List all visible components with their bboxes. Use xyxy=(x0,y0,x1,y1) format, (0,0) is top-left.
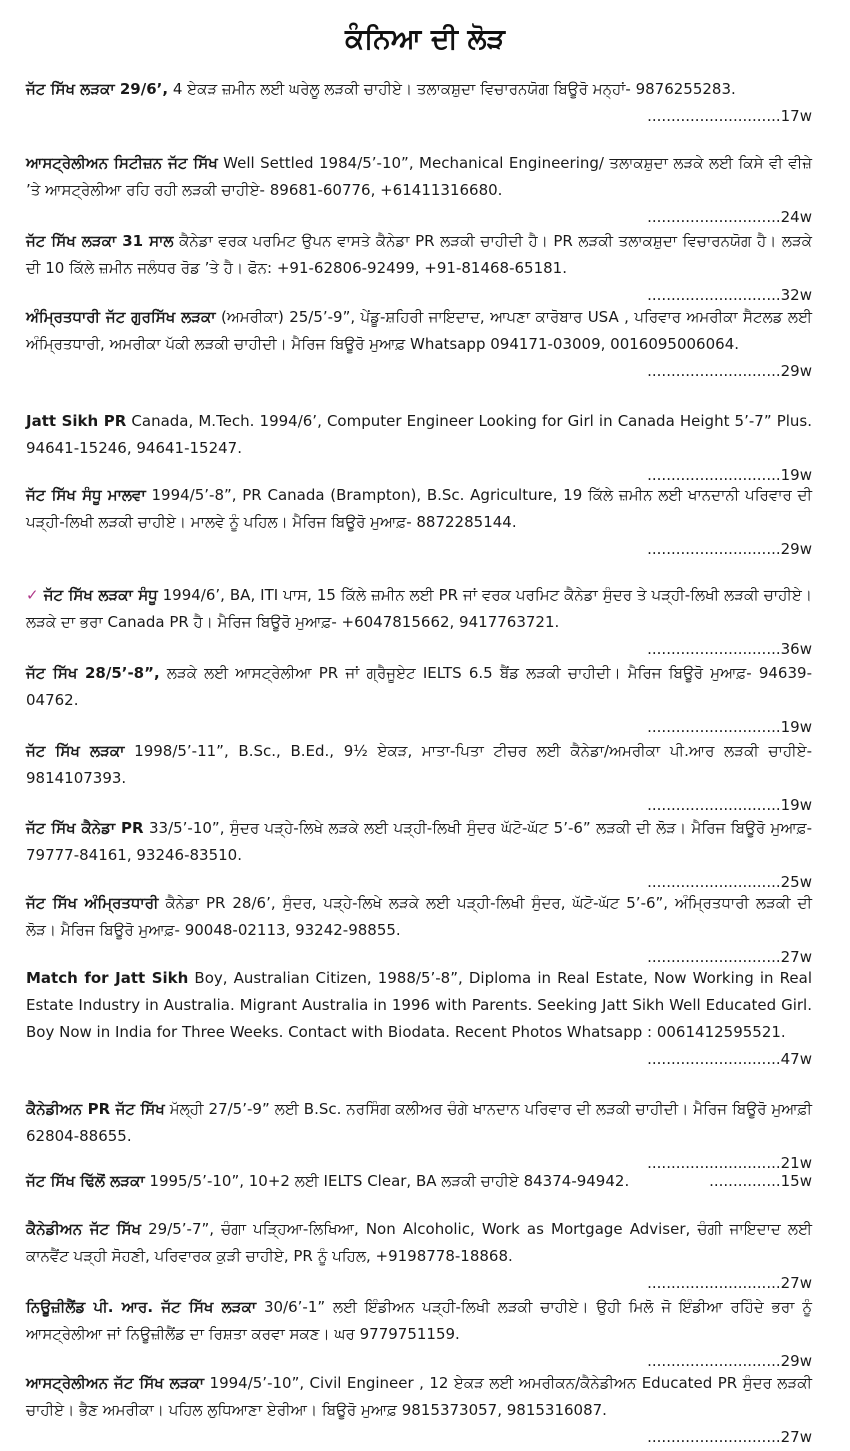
classified-ad xyxy=(26,890,812,971)
classified-ad xyxy=(26,1294,812,1375)
classified-ad xyxy=(26,408,812,489)
ad-lead: ਜੱਟ ਸਿੱਖ 28/5’-8”, xyxy=(26,664,160,682)
ad-word-count: ...............15w xyxy=(709,1172,812,1190)
classified-ad xyxy=(26,150,812,231)
ad-lead: ਨਿਊਜ਼ੀਲੈਂਡ ਪੀ. ਆਰ. ਜੱਟ ਸਿੱਖ ਲੜਕਾ xyxy=(26,1298,257,1316)
ad-word-count: ............................19w xyxy=(647,466,812,484)
ad-word-count: ............................36w xyxy=(647,640,812,658)
classified-ad xyxy=(26,738,812,819)
ad-lead: ਜੱਟ ਸਿੱਖ ਢਿੱਲੋਂ ਲੜਕਾ xyxy=(26,1172,145,1190)
classified-ad xyxy=(26,304,812,385)
classified-ad xyxy=(26,965,812,1073)
ad-word-count: ............................19w xyxy=(647,718,812,736)
ad-text: ਕੈਨੇਡਾ ਵਰਕ ਪਰਮਿਟ ਉਪਨ ਵਾਸਤੇ ਕੈਨੇਡਾ PR ਲੜਕੀ ਚਾਹੀਦੀ ਹੈ। PR ਲੜਕੀ ਤਲਾਕਸ਼ੁਦਾ ਵਿਚਾਰਨਯੋਗ ਹੈ। ਲੜਕੇ ਦੀ 10 ਕਿੱਲੇ ਜ਼ਮੀਨ ਜਲੰਧਰ ਰੋਡ ’ਤੇ ਹੈ। ਫੋਨ: +91-62806-92499, +91-81468-65181. xyxy=(26,232,813,277)
ad-text: Canada, M.Tech. 1994/6’, Computer Engineer Looking for Girl in Canada Height 5’-7” Plus. 94641-15246, 94641-15247. xyxy=(26,412,813,457)
ad-lead: ਜੱਟ ਸਿੱਖ ਲੜਕਾ ਸੰਧੂ xyxy=(43,586,158,604)
ad-text: Well Settled 1984/5’-10”, Mechanical Engineering/ ਤਲਾਕਸ਼ੁਦਾ ਲੜਕੇ ਲਈ ਕਿਸੇ ਵੀ ਵੀਜ਼ੇ ’ਤੇ ਆਸਟ੍ਰੇਲੀਆ ਰਹਿ ਰਹੀ ਲੜਕੀ ਚਾਹੀਏ- 89681-60776, +61411316680. xyxy=(26,154,812,199)
ad-lead: ਜੱਟ ਸਿੱਖ ਲੜਕਾ xyxy=(26,742,125,760)
ad-lead: ਆਸਟ੍ਰੇਲੀਅਨ ਸਿਟੀਜ਼ਨ ਜੱਟ ਸਿੱਖ xyxy=(26,154,218,172)
ad-text: 1994/6’, BA, ITI ਪਾਸ, 15 ਕਿੱਲੇ ਜ਼ਮੀਨ ਲਈ PR ਜਾਂ ਵਰਕ ਪਰਮਿਟ ਕੈਨੇਡਾ ਸੁੰਦਰ ਤੇ ਪੜ੍ਹੀ-ਲਿਖੀ ਲੜਕੀ ਚਾਹੀਏ। ਲੜਕੇ ਦਾ ਭਰਾ Canada PR ਹੈ। ਮੈਰਿਜ ਬਿਊਰੋ ਮੁਆਫ਼- +6047815662, 9417763721. xyxy=(26,586,812,631)
ad-lead: ਜੱਟ ਸਿੱਖ ਲੜਕਾ 29/6’, xyxy=(26,80,169,98)
ad-text: 1994/5’-10”, Civil Engineer , 12 ਏਕੜ ਲਈ ਅਮਰੀਕਨ/ਕੈਨੇਡੀਅਨ Educated PR ਸੁੰਦਰ ਲੜਕੀ ਚਾਹੀਏ। ਭੈਣ ਅਮਰੀਕਾ। ਪਹਿਲ ਲੁਧਿਆਣਾ ਏਰੀਆ। ਬਿਊਰੋ ਮੁਆਫ਼ 9815373057, 9815316087. xyxy=(26,1374,812,1419)
ad-text: ਕੈਨੇਡਾ PR 28/6’, ਸੁੰਦਰ, ਪੜ੍ਹੇ-ਲਿਖੇ ਲੜਕੇ ਲਈ ਪੜ੍ਹੀ-ਲਿਖੀ ਸੁੰਦਰ, ਘੱਟੋ-ਘੱਟ 5’-6”, ਅੰਮ੍ਰਿਤਧਾਰੀ ਲੜਕੀ ਦੀ ਲੋੜ। ਮੈਰਿਜ ਬਿਊਰੋ ਮੁਆਫ਼- 90048-02113, 93242-98855. xyxy=(26,894,812,939)
ad-lead: ਜੱਟ ਸਿੱਖ ਕੈਨੇਡਾ PR xyxy=(26,819,144,837)
ad-text: (ਅਮਰੀਕਾ) 25/5’-9”, ਪੇਂਡੂ-ਸ਼ਹਿਰੀ ਜਾਇਦਾਦ, ਆਪਣਾ ਕਾਰੋਬਾਰ USA , ਪਰਿਵਾਰ ਅਮਰੀਕਾ ਸੈਟਲਡ ਲਈ ਅੰਮ੍ਰਿਤਧਾਰੀ, ਅਮਰੀਕਾ ਪੱਕੀ ਲੜਕੀ ਚਾਹੀਦੀ। ਮੈਰਿਜ ਬਿਊਰੋ ਮੁਆਫ਼ Whatsapp 094171-03009, 0016095006064. xyxy=(26,308,812,353)
ad-word-count: ............................27w xyxy=(647,948,812,966)
ad-word-count: ............................29w xyxy=(647,362,812,380)
ad-text: ਲੜਕੇ ਲਈ ਆਸਟ੍ਰੇਲੀਆ PR ਜਾਂ ਗ੍ਰੈਜੂਏਟ IELTS 6.5 ਬੈਂਡ ਲੜਕੀ ਚਾਹੀਦੀ। ਮੈਰਿਜ ਬਿਊਰੋ ਮੁਆਫ਼- 94639-04762. xyxy=(26,664,812,709)
ad-word-count: ............................29w xyxy=(647,1352,812,1370)
classified-ad xyxy=(26,815,812,896)
ad-lead: ਆਸਟ੍ਰੇਲੀਅਨ ਜੱਟ ਸਿੱਖ ਲੜਕਾ xyxy=(26,1374,205,1392)
ad-word-count: ............................32w xyxy=(647,286,812,304)
page-title: ਕੰਨਿਆ ਦੀ ਲੋੜ xyxy=(345,22,505,55)
ad-lead: ਜੱਟ ਸਿੱਖ ਲੜਕਾ 31 ਸਾਲ xyxy=(26,232,174,250)
ad-text: 30/6’-1” ਲਈ ਇੰਡੀਅਨ ਪੜ੍ਹੀ-ਲਿਖੀ ਲੜਕੀ ਚਾਹੀਏ। ਉਹੀ ਮਿਲੋ ਜੋ ਇੰਡੀਆ ਰਹਿੰਦੇ ਭਰਾ ਨੂੰ ਆਸਟ੍ਰੇਲੀਆ ਜਾਂ ਨਿਊਜ਼ੀਲੈਂਡ ਦਾ ਰਿਸ਼ਤਾ ਕਰਵਾ ਸਕਣ। ਘਰ 9779751159. xyxy=(26,1298,812,1343)
classified-ad xyxy=(26,76,812,130)
ad-word-count: ............................25w xyxy=(647,873,812,891)
classified-ad xyxy=(26,582,812,663)
ad-text: 4 ਏਕੜ ਜ਼ਮੀਨ ਲਈ ਘਰੇਲੂ ਲੜਕੀ ਚਾਹੀਏ। ਤਲਾਕਸ਼ੁਦਾ ਵਿਚਾਰਨਯੋਗ ਬਿਊਰੋ ਮਨ੍ਹਾਂ- 9876255283. xyxy=(168,80,736,98)
ad-word-count: ............................47w xyxy=(647,1050,812,1068)
ad-word-count: ............................21w xyxy=(647,1154,812,1172)
ad-lead: ਅੰਮ੍ਰਿਤਧਾਰੀ ਜੱਟ ਗੁਰਸਿੱਖ ਲੜਕਾ xyxy=(26,308,216,326)
ad-text: Boy, Australian Citizen, 1988/5’-8”, Diploma in Real Estate, Now Working in Real Estate Industry in Australia. Migrant Australia in 1996 with Parents. Seeking Jatt Sikh Well Educated Girl. Boy Now in India for Three Weeks. Contact with Biodata. Recent Photos Whatsapp : 0061412595521. xyxy=(26,969,812,1041)
ad-lead: ਕੈਨੇਡੀਅਨ ਜੱਟ ਸਿੱਖ xyxy=(26,1220,141,1238)
ad-text: ਮੱਲ੍ਹੀ 27/5’-9” ਲਈ B.Sc. ਨਰਸਿੰਗ ਕਲੀਅਰ ਚੰਗੇ ਖਾਨਦਾਨ ਪਰਿਵਾਰ ਦੀ ਲੜਕੀ ਚਾਹੀਦੀ। ਮੈਰਿਜ ਬਿਊਰੋ ਮੁਆਫ਼ੀ 62804-88655. xyxy=(26,1100,812,1145)
ad-lead: ਜੱਟ ਸਿੱਖ ਅੰਮ੍ਰਿਤਧਾਰੀ xyxy=(26,894,159,912)
classified-ad xyxy=(26,660,812,741)
check-mark-icon: ✓ xyxy=(26,586,39,604)
ad-text: 1998/5’-11”, B.Sc., B.Ed., 9½ ਏਕੜ, ਮਾਤਾ-ਪਿਤਾ ਟੀਚਰ ਲਈ ਕੈਨੇਡਾ/ਅਮਰੀਕਾ ਪੀ.ਆਰ ਲੜਕੀ ਚਾਹੀਏ- 9814107393. xyxy=(26,742,813,787)
ad-lead: Match for Jatt Sikh xyxy=(26,969,189,987)
ad-lead: ਜੱਟ ਸਿੱਖ ਸੰਧੂ ਮਾਲਵਾ xyxy=(26,486,146,504)
ad-text: 1995/5’-10”, 10+2 ਲਈ IELTS Clear, BA ਲੜਕੀ ਚਾਹੀਏ 84374-94942. xyxy=(144,1172,630,1190)
ad-lead: ਕੈਨੇਡੀਅਨ PR ਜੱਟ ਸਿੱਖ xyxy=(26,1100,165,1118)
classified-ad xyxy=(26,1168,812,1195)
classified-ad xyxy=(26,1370,812,1451)
ad-text: 29/5’-7”, ਚੰਗਾ ਪੜ੍ਹਿਆ-ਲਿਖਿਆ, Non Alcoholic, Work as Mortgage Adviser, ਚੰਗੀ ਜਾਇਦਾਦ ਲਈ ਕਾਨਵੈਂਟ ਪੜ੍ਹੀ ਸੋਹਣੀ, ਪਰਿਵਾਰਕ ਕੁੜੀ ਚਾਹੀਏ, PR ਨੂੰ ਪਹਿਲ, +9198778-18868. xyxy=(26,1220,812,1265)
ad-text: 33/5’-10”, ਸੁੰਦਰ ਪੜ੍ਹੇ-ਲਿਖੇ ਲੜਕੇ ਲਈ ਪੜ੍ਹੀ-ਲਿਖੀ ਸੁੰਦਰ ਘੱਟੋ-ਘੱਟ 5’-6” ਲੜਕੀ ਦੀ ਲੋੜ। ਮੈਰਿਜ ਬਿਊਰੋ ਮੁਆਫ਼- 79777-84161, 93246-83510. xyxy=(26,819,812,864)
classified-ad xyxy=(26,1216,812,1297)
ad-word-count: ............................19w xyxy=(647,796,812,814)
ad-word-count: ............................27w xyxy=(647,1428,812,1446)
ad-word-count: ............................24w xyxy=(647,208,812,226)
ad-lead: Jatt Sikh PR xyxy=(26,412,127,430)
ad-word-count: ............................29w xyxy=(647,540,812,558)
ad-text: 1994/5’-8”, PR Canada (Brampton), B.Sc. Agriculture, 19 ਕਿੱਲੇ ਜ਼ਮੀਨ ਲਈ ਖਾਨਦਾਨੀ ਪਰਿਵਾਰ ਦੀ ਪੜ੍ਹੀ-ਲਿਖੀ ਲੜਕੀ ਚਾਹੀਏ। ਮਾਲਵੇ ਨੂੰ ਪਹਿਲ। ਮੈਰਿਜ ਬਿਊਰੋ ਮੁਆਫ਼- 8872285144. xyxy=(26,486,813,531)
classified-ad xyxy=(26,228,812,309)
classified-ad xyxy=(26,1096,812,1177)
classified-ad xyxy=(26,482,812,563)
ad-word-count: ............................27w xyxy=(647,1274,812,1292)
ad-word-count: ............................17w xyxy=(647,107,812,125)
